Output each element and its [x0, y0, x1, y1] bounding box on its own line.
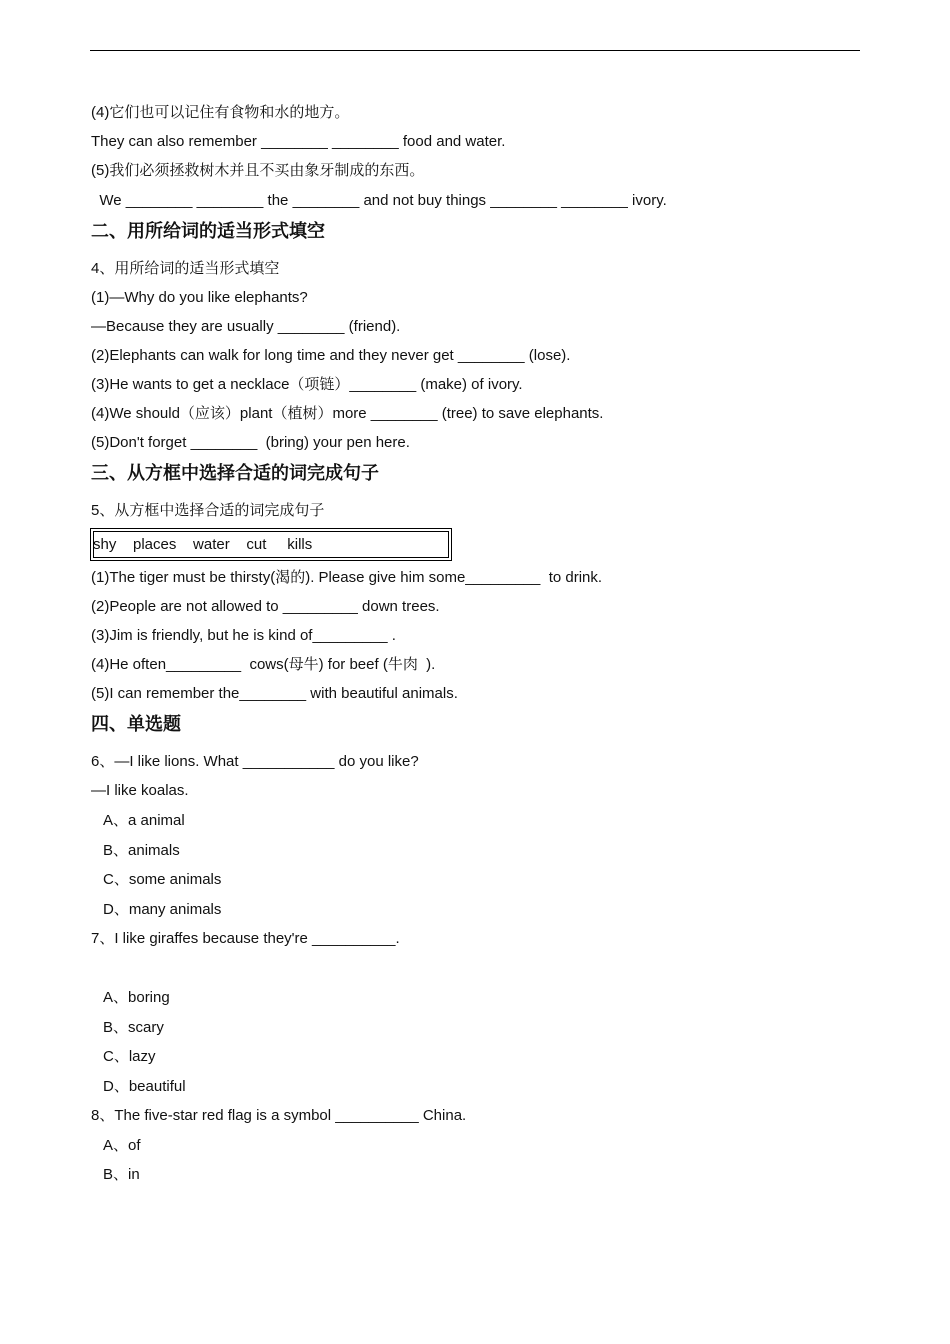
question-6-stem: 6、—I like lions. What ___________ do you like?	[91, 753, 419, 770]
section-3-heading: 三、从方框中选择合适的词完成句子	[91, 463, 379, 483]
section-4-heading: 四、单选题	[91, 714, 181, 734]
question-3-item-4-english: They can also remember ________ ________ food and water.	[91, 133, 506, 150]
question-4-item: (4)We should（应该）plant（植树）more ________ (tree) to save elephants.	[91, 405, 604, 422]
question-4-item: (1)—Why do you like elephants?	[91, 289, 308, 306]
question-5-item: (2)People are not allowed to _________ down trees.	[91, 598, 440, 615]
question-4-item: —Because they are usually ________ (friend).	[91, 318, 401, 335]
question-4-item: (3)He wants to get a necklace（项链）________ (make) of ivory.	[91, 376, 523, 393]
question-4-item: (2)Elephants can walk for long time and they never get ________ (lose).	[91, 347, 571, 364]
question-3-item-4-chinese: (4)它们也可以记住有食物和水的地方。	[91, 104, 350, 121]
question-5-item: (5)I can remember the________ with beautiful animals.	[91, 685, 458, 702]
question-7-option-a[interactable]: A、boring	[103, 989, 170, 1006]
question-6-option-c[interactable]: C、some animals	[103, 871, 222, 888]
question-7-option-c[interactable]: C、lazy	[103, 1048, 156, 1065]
question-7-option-d[interactable]: D、beautiful	[103, 1078, 186, 1095]
question-4-title: 4、用所给词的适当形式填空	[91, 260, 280, 277]
question-3-item-5-english: We ________ ________ the ________ and not buy things ________ ________ ivory.	[91, 192, 667, 209]
word-bank-words: shy places water cut kills	[93, 536, 313, 553]
question-8-option-a[interactable]: A、of	[103, 1137, 141, 1154]
question-3-item-5-chinese: (5)我们必须拯救树木并且不买由象牙制成的东西。	[91, 162, 425, 179]
section-2-heading: 二、用所给词的适当形式填空	[91, 221, 325, 241]
question-7-option-b[interactable]: B、scary	[103, 1019, 164, 1036]
page-top-rule	[90, 50, 860, 51]
question-5-title: 5、从方框中选择合适的词完成句子	[91, 502, 325, 519]
question-5-item: (4)He often_________ cows(母牛) for beef (牛肉 ).	[91, 656, 436, 673]
question-4-item: (5)Don't forget ________ (bring) your pen here.	[91, 434, 410, 451]
question-6-option-a[interactable]: A、a animal	[103, 812, 185, 829]
question-5-item: (1)The tiger must be thirsty(渴的). Please give him some_________ to drink.	[91, 569, 603, 586]
question-5-item: (3)Jim is friendly, but he is kind of_________ .	[91, 627, 396, 644]
question-8-stem: 8、The five-star red flag is a symbol __________ China.	[91, 1107, 467, 1124]
question-6-option-d[interactable]: D、many animals	[103, 901, 222, 918]
question-7-stem: 7、I like giraffes because they're __________.	[91, 930, 400, 947]
question-6-option-b[interactable]: B、animals	[103, 842, 180, 859]
question-6-stem-response: —I like koalas.	[91, 782, 189, 799]
question-8-option-b[interactable]: B、in	[103, 1166, 140, 1183]
